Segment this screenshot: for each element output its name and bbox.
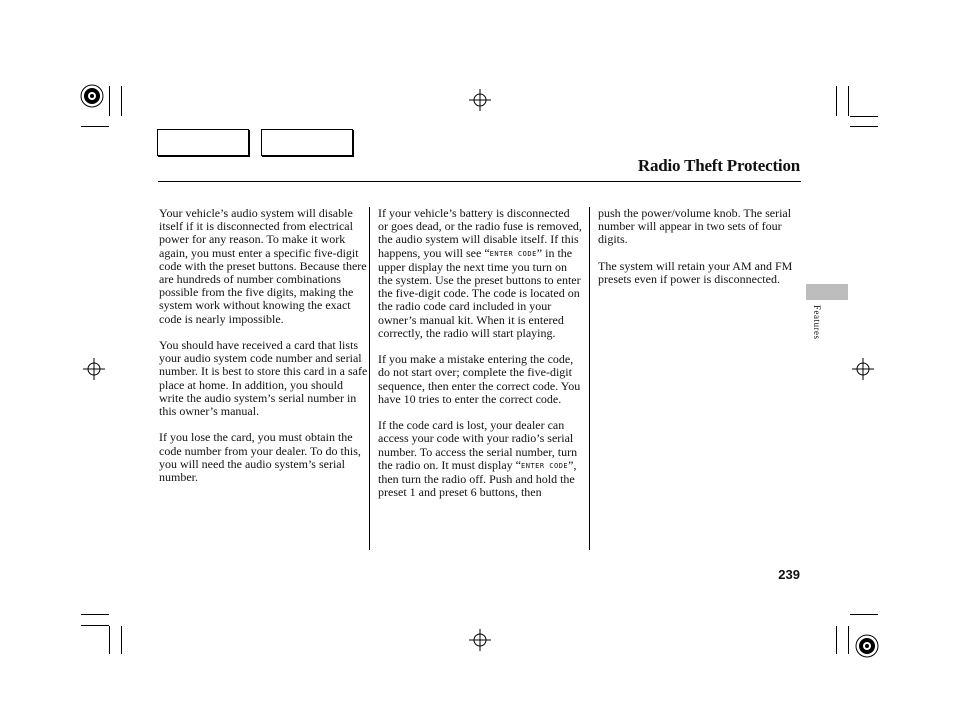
paragraph xyxy=(378,207,582,340)
registration-target-icon xyxy=(78,82,106,110)
page-number: 239 xyxy=(778,567,800,582)
paragraph: Your vehicle’s audio system will disable itself if it is disconnected from electrical power for any reason. To make it work again, you must enter a specific five-digit code with the preset buttons. Because there are hundreds of number combinations possible from the five digits, making the system work without knowing the exact code is nearly impossible. xyxy=(159,206,367,326)
paragraph xyxy=(378,419,582,499)
paragraph-text: ”, then turn the radio off. Push and hold the preset 1 and preset 6 buttons, then xyxy=(378,457,577,500)
paragraph: If you make a mistake entering the code, do not start over; complete the five-digit sequence, then enter the correct code. You have 10 tries to enter the correct code. xyxy=(378,352,581,406)
nav-box-main-menu[interactable] xyxy=(157,129,249,156)
column-divider xyxy=(589,207,590,550)
nav-box-table-of-contents[interactable] xyxy=(261,129,353,156)
crosshair-icon xyxy=(469,629,491,651)
paragraph: You should have received a card that lists your audio system code number and serial number. It is best to store this card in a safe place at home. In addition, you should write the audio system’s serial number in this owner’s manual. xyxy=(159,338,368,419)
section-label: Features xyxy=(812,305,822,340)
title-rule xyxy=(158,181,801,182)
paragraph: If you lose the card, you must obtain the code number from your dealer. To do this, you will need the audio system’s serial number. xyxy=(159,430,361,485)
text-column-2 xyxy=(378,207,582,513)
text-column-1 xyxy=(159,207,369,497)
paragraph-text: If your vehicle’s battery is disconnected or goes dead, or the radio fuse is removed, the audio system will disable itself. If this happens, you will see “ xyxy=(378,206,582,260)
paragraph-text: ” in the upper display the next time you turn on the system. Use the preset buttons to enter the five-digit code. The code is located on the radio code card included in your owner’s manual kit. When it is entered correctly, the radio will start playing. xyxy=(378,245,581,340)
paragraph-text: If the code card is lost, your dealer can access your code with your radio’s serial number. To access the serial number, turn the radio on. It must display “ xyxy=(378,418,578,472)
crosshair-icon xyxy=(83,358,105,380)
display-readout: ENTER CODE xyxy=(489,249,537,258)
section-tab[interactable] xyxy=(806,284,848,300)
page-title: Radio Theft Protection xyxy=(637,156,800,175)
paragraph: The system will retain your AM and FM presets even if power is disconnected. xyxy=(598,258,793,286)
crosshair-icon xyxy=(852,358,874,380)
paragraph: push the power/volume knob. The serial number will appear in two sets of four digits. xyxy=(598,206,792,247)
column-divider xyxy=(369,207,370,550)
text-column-3 xyxy=(598,207,802,299)
registration-target-icon xyxy=(853,632,881,660)
crosshair-icon xyxy=(469,89,491,111)
display-readout: ENTER CODE xyxy=(520,461,569,470)
